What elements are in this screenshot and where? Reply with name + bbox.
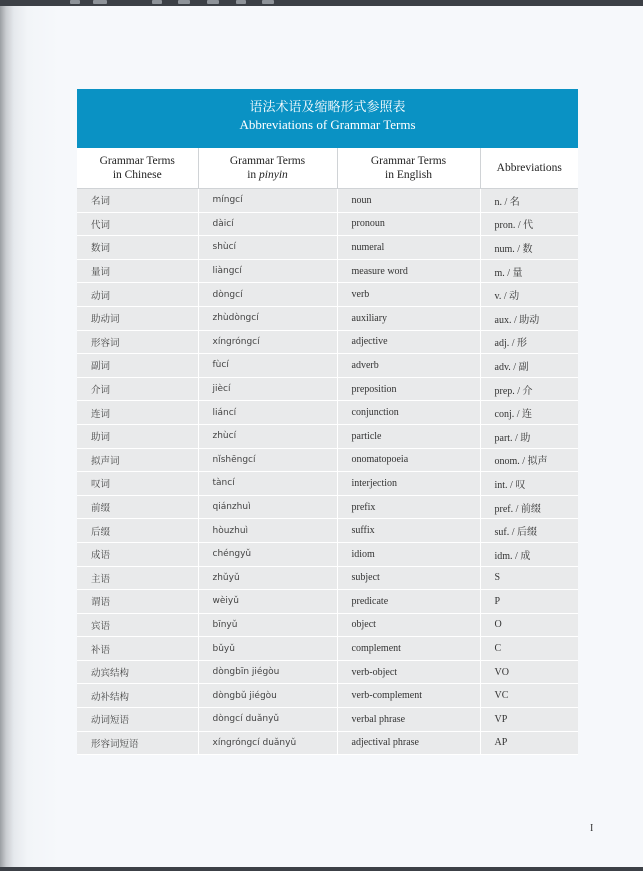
- cell-abbreviation: AP: [480, 731, 578, 755]
- cell-english: prefix: [337, 495, 480, 519]
- cell-abbreviation: VC: [480, 684, 578, 708]
- table-row: [77, 660, 578, 684]
- header-chinese-line2: in Chinese: [112, 169, 162, 181]
- cell-english: onomatopoeia: [337, 448, 480, 472]
- table-row: [77, 542, 578, 566]
- table-row: [77, 684, 578, 708]
- table-row: [77, 472, 578, 496]
- table-row: [77, 613, 578, 637]
- cell-pinyin: qiánzhuì: [198, 495, 337, 519]
- cell-english: conjunction: [337, 401, 480, 425]
- table-title-band: [77, 89, 578, 148]
- cell-chinese: 主语: [77, 566, 198, 590]
- cell-chinese: 名词: [77, 189, 198, 213]
- header-pinyin-prefix: in: [247, 169, 257, 181]
- header-row: [77, 148, 578, 189]
- table-row: [77, 212, 578, 236]
- table-row: [77, 424, 578, 448]
- cell-english: verb: [337, 283, 480, 307]
- cell-chinese: 连词: [77, 401, 198, 425]
- cell-english: verb-complement: [337, 684, 480, 708]
- cell-pinyin: míngcí: [198, 189, 337, 213]
- cell-abbreviation: onom. / 拟声: [480, 448, 578, 472]
- cell-abbreviation: S: [480, 566, 578, 590]
- table-row: [77, 236, 578, 260]
- header-english-line2: in English: [385, 169, 432, 181]
- cell-abbreviation: adj. / 形: [480, 330, 578, 354]
- cell-english: verb-object: [337, 660, 480, 684]
- cell-abbreviation: VO: [480, 660, 578, 684]
- cell-english: auxiliary: [337, 306, 480, 330]
- cell-pinyin: chéngyǔ: [198, 542, 337, 566]
- header-pinyin: [198, 148, 337, 189]
- cell-pinyin: zhùcí: [198, 424, 337, 448]
- header-english-line1: Grammar Terms: [370, 155, 447, 167]
- table-row: [77, 283, 578, 307]
- cell-abbreviation: prep. / 介: [480, 377, 578, 401]
- table-row: [77, 708, 578, 732]
- cell-chinese: 动词短语: [77, 708, 198, 732]
- cell-english: verbal phrase: [337, 708, 480, 732]
- cell-english: idiom: [337, 542, 480, 566]
- table-row: [77, 495, 578, 519]
- table-row: [77, 731, 578, 755]
- toolbar-button[interactable]: [93, 0, 107, 4]
- cell-pinyin: dòngcí: [198, 283, 337, 307]
- cell-chinese: 副词: [77, 354, 198, 378]
- cell-english: adjective: [337, 330, 480, 354]
- header-chinese-line1: Grammar Terms: [99, 155, 175, 167]
- table-title-chinese: 语法术语及缩略形式参照表: [249, 100, 406, 115]
- cell-english: preposition: [337, 377, 480, 401]
- cell-english: adverb: [337, 354, 480, 378]
- table-title-english: Abbreviations of Grammar Terms: [239, 117, 416, 132]
- cell-chinese: 动词: [77, 283, 198, 307]
- cell-abbreviation: pron. / 代: [480, 212, 578, 236]
- cell-chinese: 数词: [77, 236, 198, 260]
- cell-pinyin: dàicí: [198, 212, 337, 236]
- cell-pinyin: nǐshēngcí: [198, 448, 337, 472]
- cell-english: measure word: [337, 259, 480, 283]
- cell-english: subject: [337, 566, 480, 590]
- table-row: [77, 566, 578, 590]
- table-row: [77, 637, 578, 661]
- cell-abbreviation: v. / 动: [480, 283, 578, 307]
- cell-chinese: 介词: [77, 377, 198, 401]
- toolbar-button[interactable]: [152, 0, 162, 4]
- table-row: [77, 377, 578, 401]
- cell-abbreviation: num. / 数: [480, 236, 578, 260]
- cell-chinese: 叹词: [77, 472, 198, 496]
- cell-pinyin: xíngróngcí duǎnyǔ: [198, 731, 337, 755]
- toolbar-button[interactable]: [178, 0, 190, 4]
- cell-chinese: 形容词: [77, 330, 198, 354]
- header-pinyin-word: pinyin: [259, 169, 288, 181]
- cell-english: noun: [337, 189, 480, 213]
- cell-pinyin: dòngcí duǎnyǔ: [198, 708, 337, 732]
- table-row: [77, 401, 578, 425]
- cell-chinese: 量词: [77, 259, 198, 283]
- table-row: [77, 590, 578, 614]
- cell-pinyin: dòngbǔ jiégòu: [198, 684, 337, 708]
- cell-english: complement: [337, 637, 480, 661]
- cell-english: suffix: [337, 519, 480, 543]
- cell-chinese: 助动词: [77, 306, 198, 330]
- toolbar-button[interactable]: [236, 0, 246, 4]
- cell-chinese: 拟声词: [77, 448, 198, 472]
- cell-pinyin: wèiyǔ: [198, 590, 337, 614]
- cell-abbreviation: m. / 量: [480, 259, 578, 283]
- table-row: [77, 354, 578, 378]
- cell-english: pronoun: [337, 212, 480, 236]
- grammar-terms-table: [77, 89, 578, 755]
- header-pinyin-line2: [203, 168, 333, 182]
- table-row: [77, 189, 578, 213]
- cell-abbreviation: suf. / 后缀: [480, 519, 578, 543]
- table-row: [77, 259, 578, 283]
- header-english: [337, 148, 480, 189]
- cell-abbreviation: C: [480, 637, 578, 661]
- cell-english: interjection: [337, 472, 480, 496]
- document-page: [0, 6, 643, 867]
- cell-abbreviation: aux. / 助动: [480, 306, 578, 330]
- viewer-bottom-bar: [0, 867, 643, 871]
- cell-chinese: 动宾结构: [77, 660, 198, 684]
- toolbar-button[interactable]: [70, 0, 80, 4]
- cell-chinese: 助词: [77, 424, 198, 448]
- cell-pinyin: shùcí: [198, 236, 337, 260]
- cell-pinyin: jiècí: [198, 377, 337, 401]
- cell-chinese: 后缀: [77, 519, 198, 543]
- cell-pinyin: xíngróngcí: [198, 330, 337, 354]
- cell-pinyin: dòngbīn jiégòu: [198, 660, 337, 684]
- table-row: [77, 519, 578, 543]
- cell-pinyin: liàngcí: [198, 259, 337, 283]
- cell-abbreviation: int. / 叹: [480, 472, 578, 496]
- cell-pinyin: liáncí: [198, 401, 337, 425]
- cell-chinese: 宾语: [77, 613, 198, 637]
- cell-abbreviation: pref. / 前缀: [480, 495, 578, 519]
- cell-chinese: 代词: [77, 212, 198, 236]
- cell-pinyin: bīnyǔ: [198, 613, 337, 637]
- table-row: [77, 448, 578, 472]
- header-chinese: [77, 148, 198, 189]
- cell-pinyin: fùcí: [198, 354, 337, 378]
- cell-english: adjectival phrase: [337, 731, 480, 755]
- cell-abbreviation: O: [480, 613, 578, 637]
- cell-english: object: [337, 613, 480, 637]
- table-row: [77, 330, 578, 354]
- cell-chinese: 前缀: [77, 495, 198, 519]
- cell-abbreviation: adv. / 副: [480, 354, 578, 378]
- cell-chinese: 谓语: [77, 590, 198, 614]
- header-pinyin-line1: Grammar Terms: [229, 155, 306, 167]
- cell-pinyin: bǔyǔ: [198, 637, 337, 661]
- cell-chinese: 动补结构: [77, 684, 198, 708]
- cell-chinese: 形容词短语: [77, 731, 198, 755]
- cell-abbreviation: n. / 名: [480, 189, 578, 213]
- cell-english: particle: [337, 424, 480, 448]
- toolbar-button[interactable]: [262, 0, 274, 4]
- toolbar-button[interactable]: [207, 0, 219, 4]
- cell-english: predicate: [337, 590, 480, 614]
- cell-pinyin: hòuzhuì: [198, 519, 337, 543]
- cell-abbreviation: P: [480, 590, 578, 614]
- cell-english: numeral: [337, 236, 480, 260]
- table-row: [77, 306, 578, 330]
- cell-abbreviation: part. / 助: [480, 424, 578, 448]
- terms-table: [77, 148, 578, 755]
- cell-abbreviation: idm. / 成: [480, 542, 578, 566]
- cell-chinese: 成语: [77, 542, 198, 566]
- cell-abbreviation: VP: [480, 708, 578, 732]
- cell-abbreviation: conj. / 连: [480, 401, 578, 425]
- cell-chinese: 补语: [77, 637, 198, 661]
- cell-pinyin: zhùdòngcí: [198, 306, 337, 330]
- cell-pinyin: zhǔyǔ: [198, 566, 337, 590]
- header-abbreviations: Abbreviations: [480, 148, 578, 189]
- cell-pinyin: tàncí: [198, 472, 337, 496]
- page-number: I: [590, 823, 594, 834]
